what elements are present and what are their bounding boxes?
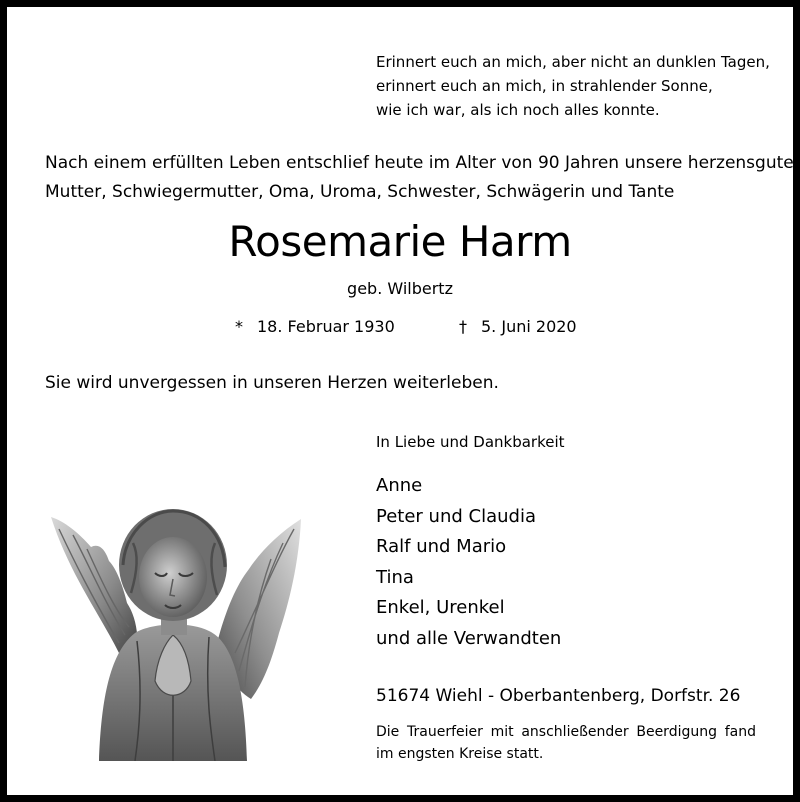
poem-line: wie ich war, als ich noch alles konnte.	[376, 101, 660, 119]
death-cross-icon: †	[459, 317, 467, 336]
death-date: 5. Juni 2020	[481, 317, 577, 336]
mourner: Enkel, Urenkel	[376, 597, 505, 618]
intro-line: Nach einem erfüllten Leben entschlief heute im Alter von 90 Jahren unsere herzensgute	[45, 153, 794, 173]
poem-line: erinnert euch an mich, in strahlender Sonne,	[376, 77, 713, 95]
notice-line: Die Trauerfeier mit anschließender Beerdigung fand	[376, 724, 756, 740]
notice-line: im engsten Kreise statt.	[376, 746, 544, 762]
birth-date: 18. Februar 1930	[257, 317, 395, 336]
greeting: In Liebe und Dankbarkeit	[376, 433, 565, 451]
mourner: und alle Verwandten	[376, 627, 562, 649]
birth-star-icon: *	[235, 317, 243, 336]
intro-text	[45, 149, 794, 207]
mourner: Peter und Claudia	[376, 505, 536, 527]
birth-date-line	[235, 315, 395, 339]
poem-line: Erinnert euch an mich, aber nicht an dunklen Tagen,	[376, 53, 770, 71]
angel-statue-icon	[39, 503, 309, 761]
mourner: Tina	[376, 566, 414, 588]
face	[139, 537, 207, 617]
poem	[376, 50, 770, 122]
address: 51674 Wiehl - Oberbantenberg, Dorfstr. 26	[376, 686, 741, 706]
maiden-name: geb. Wilbertz	[347, 279, 453, 298]
funeral-notice	[376, 721, 756, 765]
deceased-name: Rosemarie Harm	[228, 217, 572, 266]
mourner: Anne	[376, 475, 423, 496]
memory-text: Sie wird unvergessen in unseren Herzen weiterleben.	[45, 373, 499, 393]
mourner: Ralf und Mario	[376, 536, 507, 557]
death-date-line	[459, 315, 577, 339]
mourners-list	[376, 471, 561, 654]
intro-line: Mutter, Schwiegermutter, Oma, Uroma, Schwester, Schwägerin und Tante	[45, 182, 675, 202]
